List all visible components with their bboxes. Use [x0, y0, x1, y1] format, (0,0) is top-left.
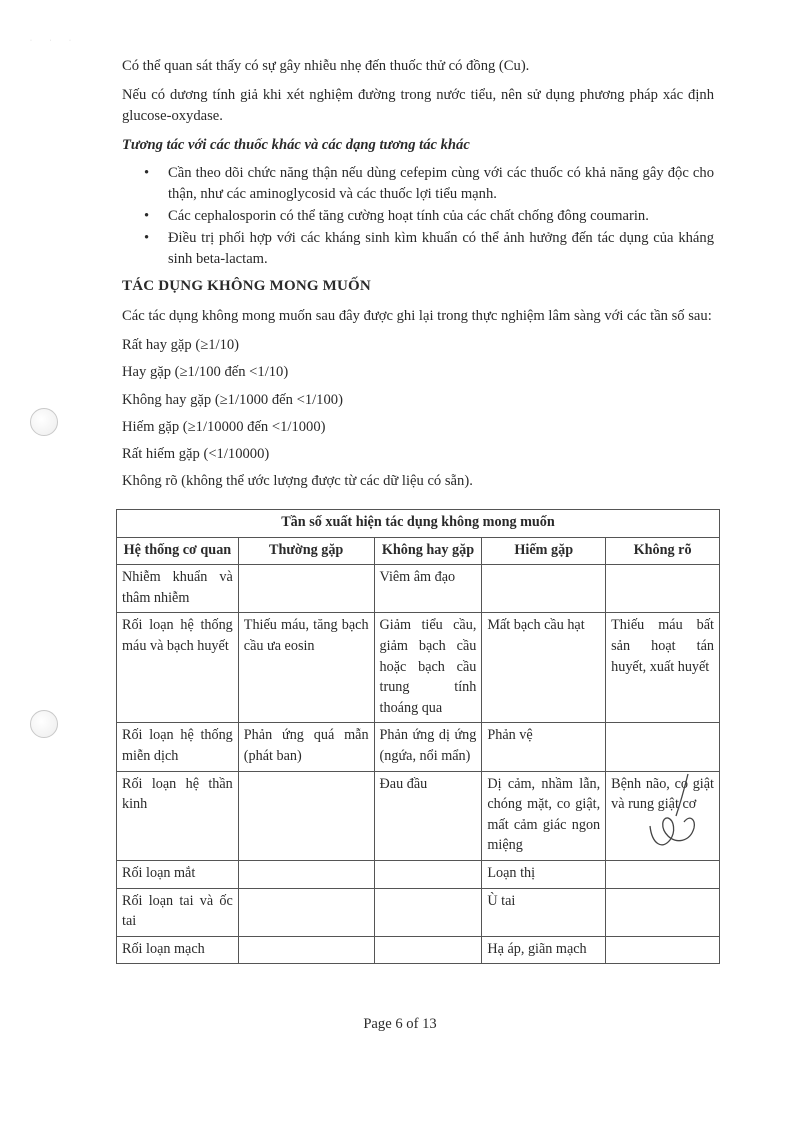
frequency-note: Không rõ (không thể ước lượng được từ các dữ liệu có sẵn).: [122, 473, 473, 490]
scan-specks: · · ·: [30, 38, 79, 44]
table-cell: Giảm tiểu cầu, giảm bạch cầu hoặc bạch cầu trung tính thoáng qua: [374, 613, 482, 723]
interactions-heading: Tương tác với các thuốc khác và các dạng tương tác khác: [122, 137, 470, 154]
table-cell: Thiếu máu bất sản hoạt tán huyết, xuất huyết: [606, 613, 720, 723]
column-header: Hệ thống cơ quan: [117, 537, 239, 565]
frequency-item: Rất hiếm gặp (<1/10000): [122, 445, 270, 462]
table-cell: Phản ứng quá mẫn (phát ban): [238, 723, 374, 771]
table-cell: [606, 888, 720, 936]
table-cell: [606, 723, 720, 771]
table-cell: [606, 565, 720, 613]
table-cell: [238, 565, 374, 613]
table-cell: Rối loạn hệ thống máu và bạch huyết: [117, 613, 239, 723]
table-cell: Phản ứng dị ứng (ngứa, nổi mẩn): [374, 723, 482, 771]
table-cell: [238, 888, 374, 936]
frequency-item: Không hay gặp (≥1/1000 đến <1/100): [122, 391, 343, 408]
table-row: [117, 936, 720, 964]
body-text: [122, 56, 714, 500]
table-cell: Nhiễm khuẩn và thâm nhiễm: [117, 565, 239, 613]
punch-hole-bottom: [30, 710, 58, 738]
table-cell: Ù tai: [482, 888, 606, 936]
table-cell: Rối loạn tai và ốc tai: [117, 888, 239, 936]
column-header: Hiếm gặp: [482, 537, 606, 565]
page-number: Page 6 of 13: [363, 1016, 437, 1032]
column-header: Không rõ: [606, 537, 720, 565]
table-header-row: [117, 537, 720, 565]
table-cell: [238, 860, 374, 888]
table-cell: Rối loạn mắt: [117, 860, 239, 888]
table-cell: Thiếu máu, tăng bạch cầu ưa eosin: [238, 613, 374, 723]
table-cell: Mất bạch cầu hạt: [482, 613, 606, 723]
table-cell: [606, 860, 720, 888]
table-cell: Đau đầu: [374, 771, 482, 860]
table-caption: Tần số xuất hiện tác dụng không mong muốn: [117, 510, 720, 538]
interactions-list: [122, 163, 714, 271]
intro-line-2: Nếu có dương tính giả khi xét nghiệm đường trong nước tiểu, nên sử dụng phương pháp xác định glucose-oxydase.: [122, 87, 714, 125]
adverse-heading: TÁC DỤNG KHÔNG MONG MUỐN: [122, 278, 371, 295]
adverse-effects-table: [116, 509, 720, 964]
table-cell: [374, 888, 482, 936]
table-cell: Hạ áp, giãn mạch: [482, 936, 606, 964]
frequency-item: Hiếm gặp (≥1/10000 đến <1/1000): [122, 418, 326, 435]
table-cell: Phản vệ: [482, 723, 606, 771]
intro-line-1: Có thể quan sát thấy có sự gây nhiễu nhẹ đến thuốc thử có đồng (Cu).: [122, 58, 530, 74]
table-cell: Rối loạn hệ thống miễn dịch: [117, 723, 239, 771]
table-cell: [374, 860, 482, 888]
column-header: Không hay gặp: [374, 537, 482, 565]
table-row: [117, 565, 720, 613]
frequency-list: [122, 335, 714, 465]
table-row: [117, 888, 720, 936]
table-row: [117, 860, 720, 888]
table-row: [117, 613, 720, 723]
table-cell: [238, 936, 374, 964]
table-cell: Bệnh não, co giật và rung giật cơ: [606, 771, 720, 860]
table-row: [117, 771, 720, 860]
adverse-intro: Các tác dụng không mong muốn sau đây được ghi lại trong thực nghiệm lâm sàng với các tần số sau:: [122, 308, 712, 325]
handwritten-signature: [640, 770, 700, 850]
table-cell: [606, 936, 720, 964]
frequency-item: Rất hay gặp (≥1/10): [122, 337, 240, 354]
table-cell: Rối loạn hệ thần kinh: [117, 771, 239, 860]
table-row: [117, 723, 720, 771]
frequency-item: Hay gặp (≥1/100 đến <1/10): [122, 364, 289, 381]
table-cell: [482, 565, 606, 613]
table-cell: Viêm âm đạo: [374, 565, 482, 613]
table-cell: [238, 771, 374, 860]
interaction-item: • Cần theo dõi chức năng thận nếu dùng cefepim cùng với các thuốc có khả năng gây độc cho thận, như các aminoglycosid và các thuốc lợi tiểu mạnh.: [168, 163, 714, 205]
interaction-item: • Điều trị phối hợp với các kháng sinh kìm khuẩn có thể ảnh hưởng đến tác dụng của kháng sinh beta-lactam.: [168, 228, 714, 270]
table-cell: Loạn thị: [482, 860, 606, 888]
interaction-item: • Các cephalosporin có thể tăng cường hoạt tính của các chất chống đông coumarin.: [168, 206, 714, 227]
punch-hole-top: [30, 408, 58, 436]
table-caption-row: [117, 510, 720, 538]
table-cell: [374, 936, 482, 964]
table-cell: Rối loạn mạch: [117, 936, 239, 964]
table-cell: Dị cảm, nhầm lẫn, chóng mặt, co giật, mất cảm giác ngon miệng: [482, 771, 606, 860]
column-header: Thường gặp: [238, 537, 374, 565]
